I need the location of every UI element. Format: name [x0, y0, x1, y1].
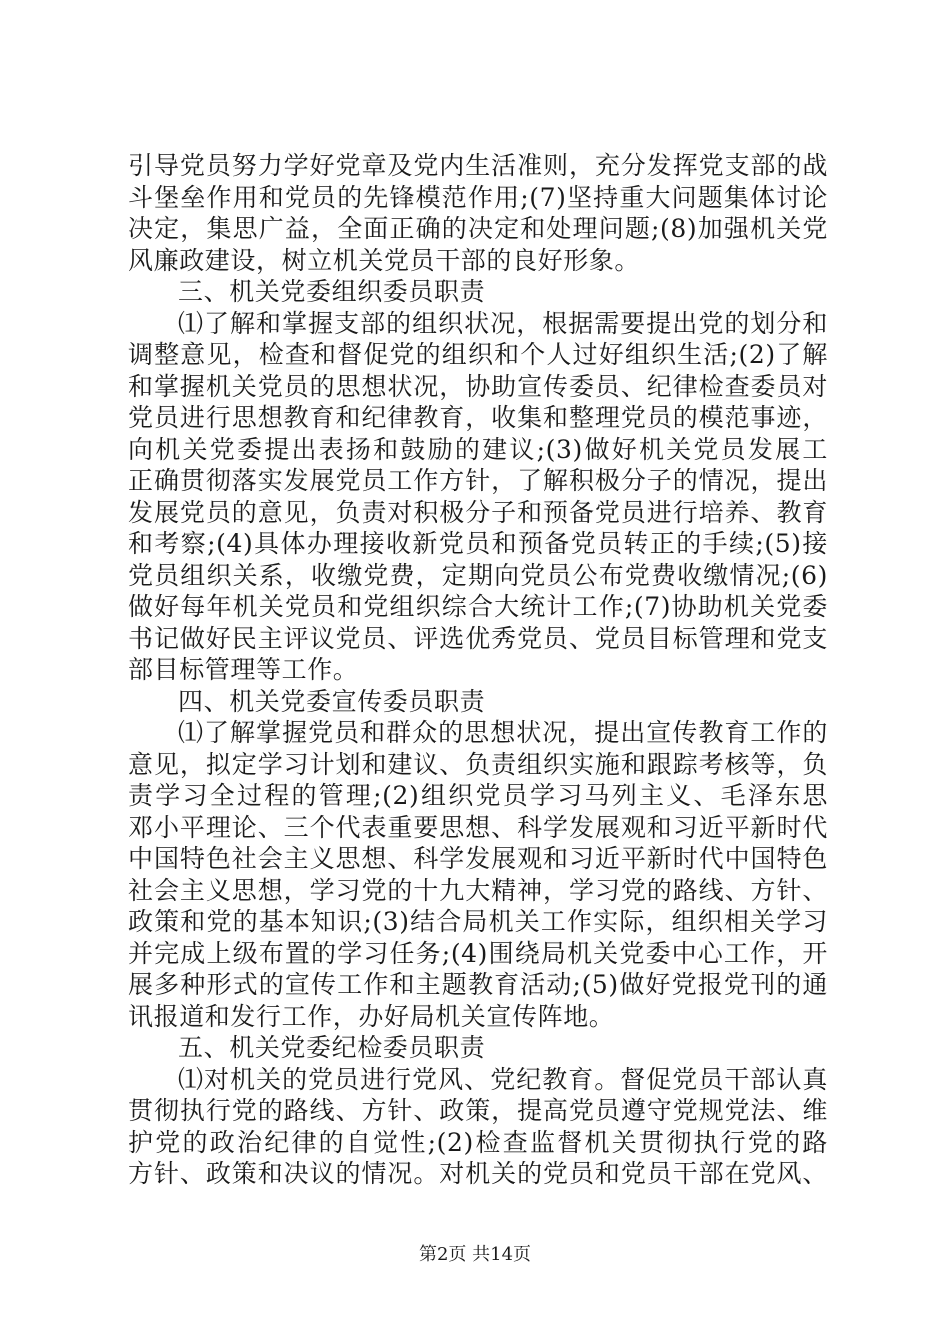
paragraph-line: 向机关党委提出表扬和鼓励的建议;(3)做好机关党员发展工 — [128, 434, 828, 464]
paragraph-line: ⑴对机关的党员进行党风、党纪教育。督促党员干部认真 — [178, 1064, 828, 1094]
paragraph-line: 责学习全过程的管理;(2)组织党员学习马列主义、毛泽东思 — [128, 781, 828, 810]
paragraph-line: 意见，拟定学习计划和建议、负责组织实施和跟踪考核等，负 — [128, 749, 828, 779]
paragraph-line: 讯报道和发行工作，办好局机关宣传阵地。 — [128, 1001, 615, 1031]
section-heading: 五、机关党委纪检委员职责 — [178, 1033, 486, 1062]
document-body — [128, 150, 828, 1190]
paragraph-line: 部目标管理等工作。 — [128, 655, 359, 684]
paragraph-line: 书记做好民主评议党员、评选优秀党员、党员目标管理和党支 — [128, 623, 828, 653]
paragraph-line: 社会主义思想，学习党的十九大精神，学习党的路线、方针、 — [128, 875, 828, 905]
paragraph-line: 发展党员的意见，负责对积极分子和预备党员进行培养、教育 — [128, 497, 828, 527]
paragraph-line: 邓小平理论、三个代表重要思想、科学发展观和习近平新时代 — [128, 812, 828, 842]
paragraph-line: 政策和党的基本知识;(3)结合局机关工作实际，组织相关学习 — [128, 907, 828, 936]
paragraph-line: ⑴了解和掌握支部的组织状况，根据需要提出党的划分和 — [178, 308, 828, 338]
paragraph-line: 和考察;(4)具体办理接收新党员和预备党员转正的手续;(5)接 — [128, 529, 828, 558]
paragraph-line: 党员组织关系，收缴党费，定期向党员公布党费收缴情况;(6) — [128, 560, 828, 590]
paragraph-line: 并完成上级布置的学习任务;(4)围绕局机关党委中心工作，开 — [128, 938, 828, 968]
paragraph-line: 调整意见，检查和督促党的组织和个人过好组织生活;(2)了解 — [128, 340, 828, 369]
section-heading: 三、机关党委组织委员职责 — [178, 277, 486, 306]
paragraph-line: 护党的政治纪律的自觉性;(2)检查监督机关贯彻执行党的路 — [128, 1127, 828, 1157]
paragraph-line: 做好每年机关党员和党组织综合大统计工作;(7)协助机关党委 — [128, 592, 828, 621]
paragraph-line: 引导党员努力学好党章及党内生活准则，充分发挥党支部的战 — [128, 151, 828, 180]
paragraph-line: 中国特色社会主义思想、科学发展观和习近平新时代中国特色 — [128, 844, 828, 873]
paragraph-line: 正确贯彻落实发展党员工作方针，了解积极分子的情况，提出 — [128, 466, 828, 495]
paragraph-line: 风廉政建设，树立机关党员干部的良好形象。 — [128, 245, 641, 275]
paragraph-line: 方针、政策和决议的情况。对机关的党员和党员干部在党风、 — [128, 1159, 828, 1188]
paragraph-line: 决定，集思广益，全面正确的决定和处理问题;(8)加强机关党 — [128, 214, 828, 243]
paragraph-line: 斗堡垒作用和党员的先锋模范作用;(7)坚持重大问题集体讨论 — [128, 182, 828, 212]
paragraph-line: 展多种形式的宣传工作和主题教育活动;(5)做好党报党刊的通 — [128, 970, 828, 999]
paragraph-line: 贯彻执行党的路线、方针、政策，提高党员遵守党规党法、维 — [128, 1096, 828, 1125]
page-footer: 第2页 共14页 — [418, 1244, 532, 1265]
section-heading: 四、机关党委宣传委员职责 — [178, 686, 486, 716]
paragraph-line: 党员进行思想教育和纪律教育，收集和整理党员的模范事迹， — [128, 403, 828, 432]
paragraph-line: ⑴了解掌握党员和群众的思想状况，提出宣传教育工作的 — [178, 718, 828, 747]
paragraph-line: 和掌握机关党员的思想状况，协助宣传委员、纪律检查委员对 — [128, 371, 828, 401]
